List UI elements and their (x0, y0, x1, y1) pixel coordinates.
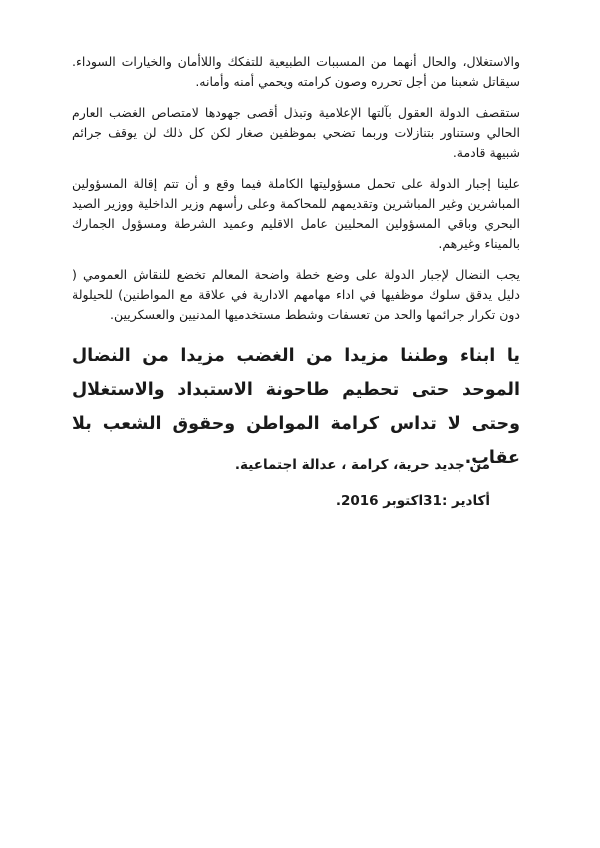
slogan-heading: يا ابناء وطننا مزيدا من الغضب مزيدا من النضال الموحد حتى تحطيم طاحونة الاستبداد والاستغلال وحتى لا تداس كرامة المواطن وحقوق الشعب بلا عقاب. (72, 346, 520, 468)
closing-block (190, 450, 490, 522)
paragraph-3: علينا إجبار الدولة على تحمل مسؤوليتها الكاملة فيما وقع و أن تتم إقالة المسؤولين المباشرين وغير المباشرين وتقديمهم للمحاكمة وعلى رأسهم وزير الداخلية ووزير الصيد البحري وباقي المسؤولين المحليين عامل الاقليم وعميد الشرطة ومسؤول الجمارك بالميناء وغيرهم. (72, 176, 520, 251)
closing-line: من جديد حرية، كرامة ، عدالة اجتماعية. (234, 457, 490, 473)
document-body (72, 52, 520, 475)
date-line: أكادير :31اكتوبر 2016. (335, 493, 490, 509)
paragraph-1: والاستغلال، والحال أنهما من المسببات الطبيعية للتفكك واللاأمان والخيارات السوداء. سيقاتل شعبنا من أجل تحرره وصون كرامته ويحمي أمنه وأمانه. (72, 54, 520, 89)
paragraph-4: يجب النضال لإجبار الدولة على وضع خطة واضحة المعالم تخضع للنقاش العمومي ( دليل يدقق سلوك موظفيها في اداء مهامهم الادارية في علاقة مع المواطنين) للحيلولة دون تكرار جرائمها والحد من تعسفات وشطط مستخدميها المدنيين والعسكريين. (72, 267, 520, 322)
paragraph-2: ستقصف الدولة العقول بآلتها الإعلامية وتبذل أقصى جهودها لامتصاص الغضب العارم الحالي وستناور بتنازلات وربما تضحي بموظفين صغار لكن كل ذلك لن يوقف جرائم شبيهة قادمة. (72, 105, 520, 160)
